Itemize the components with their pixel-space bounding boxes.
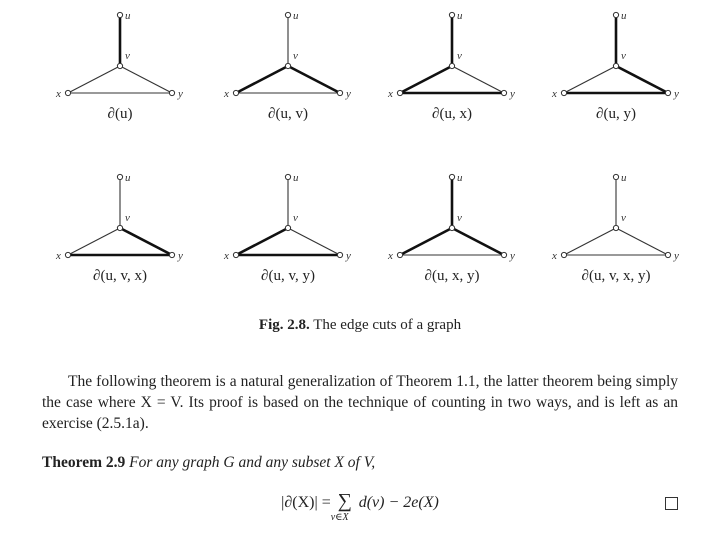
graph-vertex-v [285,225,290,230]
panel-caption: ∂(u, v, x, y) [581,268,651,284]
formula-sum [330,490,355,523]
vertex-label-v: v [125,212,130,224]
panel-caption: ∂(u, x, y) [424,268,480,284]
graph-vertex-y [665,252,670,257]
graph-vertex-v [117,225,122,230]
graph-vertex-y [337,252,342,257]
graph-edge-vx [564,66,616,93]
graph-vertex-y [665,90,670,95]
graph-edge-vy [120,228,172,255]
graph-vertex-x [561,90,566,95]
vertex-label-x: x [224,250,229,262]
vertex-label-x: x [388,250,393,262]
vertex-label-u: u [125,172,131,184]
graph-vertex-x [561,252,566,257]
graph-vertex-v [285,63,290,68]
vertex-label-u: u [125,10,131,22]
vertex-label-y: y [510,88,515,100]
graph-vertex-u [285,12,290,17]
formula-rhs: d(v) − 2e(X) [358,494,439,511]
vertex-label-v: v [125,50,130,62]
vertex-label-v: v [457,50,462,62]
qed-symbol [665,497,678,510]
formula-expression [281,490,439,523]
panel-caption: ∂(u, v) [268,106,308,122]
vertex-label-x: x [552,88,557,100]
vertex-label-y: y [674,250,679,262]
graph-vertex-v [613,63,618,68]
graph-vertex-y [169,252,174,257]
graph-edge-vx [68,66,120,93]
graph-vertex-x [397,252,402,257]
vertex-label-y: y [510,250,515,262]
panel-caption: ∂(u) [107,106,133,122]
figure-caption [0,317,720,334]
panel-caption: ∂(u, v, y) [261,268,315,284]
vertex-label-y: y [346,88,351,100]
graph-vertex-v [613,225,618,230]
body-paragraph: The following theorem is a natural generalization of Theorem 1.1, the latter theorem being simply the case where X = V. Its proof is based on the technique of counting in two ways, and is left as an exercise (2.5.1a). [42,373,678,432]
graph-edge-vy [452,228,504,255]
figure-number: Fig. 2.8. [258,317,310,333]
graph-vertex-y [169,90,174,95]
vertex-label-u: u [293,10,299,22]
vertex-label-u: u [293,172,299,184]
vertex-label-v: v [621,212,626,224]
graph-edge-vy [616,228,668,255]
graph-vertex-u [117,174,122,179]
graph-edge-vx [68,228,120,255]
vertex-label-y: y [178,88,183,100]
graph-edge-vy [452,66,504,93]
vertex-label-v: v [293,50,298,62]
vertex-label-u: u [457,172,463,184]
figure-caption-text: The edge cuts of a graph [313,317,462,333]
vertex-label-u: u [621,10,627,22]
vertex-label-v: v [621,50,626,62]
panel-caption: ∂(u, y) [596,106,636,122]
graph-vertex-y [501,90,506,95]
panel-caption: ∂(u, x) [432,106,472,122]
vertex-label-y: y [674,88,679,100]
graph-vertex-u [285,174,290,179]
graph-vertex-v [117,63,122,68]
vertex-label-v: v [457,212,462,224]
graph-edge-vx [564,228,616,255]
vertex-label-y: y [346,250,351,262]
graph-edge-vx [400,66,452,93]
graph-vertex-x [233,90,238,95]
sum-subscript: v∈X [330,512,349,523]
graph-vertex-u [613,12,618,17]
vertex-label-v: v [293,212,298,224]
graph-vertex-x [233,252,238,257]
graph-vertex-u [613,174,618,179]
graph-vertex-x [397,90,402,95]
graph-vertex-x [65,252,70,257]
vertex-label-x: x [56,250,61,262]
theorem-head: Theorem 2.9 [42,454,126,471]
sum-symbol: ∑ [337,490,352,512]
graph-edge-vy [288,66,340,93]
graph-vertex-y [501,252,506,257]
vertex-label-x: x [224,88,229,100]
graph-edge-vx [400,228,452,255]
graph-edge-vy [288,228,340,255]
panel-caption: ∂(u, v, x) [93,268,147,284]
formula-lhs: |∂(X)| = [281,494,335,511]
graph-vertex-u [117,12,122,17]
graph-vertex-u [449,174,454,179]
theorem-statement [42,454,678,472]
vertex-label-u: u [457,10,463,22]
graph-edge-vy [616,66,668,93]
graph-vertex-u [449,12,454,17]
vertex-label-x: x [388,88,393,100]
graph-vertex-v [449,63,454,68]
formula [0,490,720,530]
vertex-label-u: u [621,172,627,184]
graph-edge-vx [236,66,288,93]
graph-edge-vy [120,66,172,93]
vertex-label-y: y [178,250,183,262]
theorem-text: For any graph G and any subset X of V, [129,454,376,471]
vertex-label-x: x [56,88,61,100]
graph-vertex-x [65,90,70,95]
graph-edge-vx [236,228,288,255]
vertex-label-x: x [552,250,557,262]
graph-vertex-v [449,225,454,230]
graph-vertex-y [337,90,342,95]
